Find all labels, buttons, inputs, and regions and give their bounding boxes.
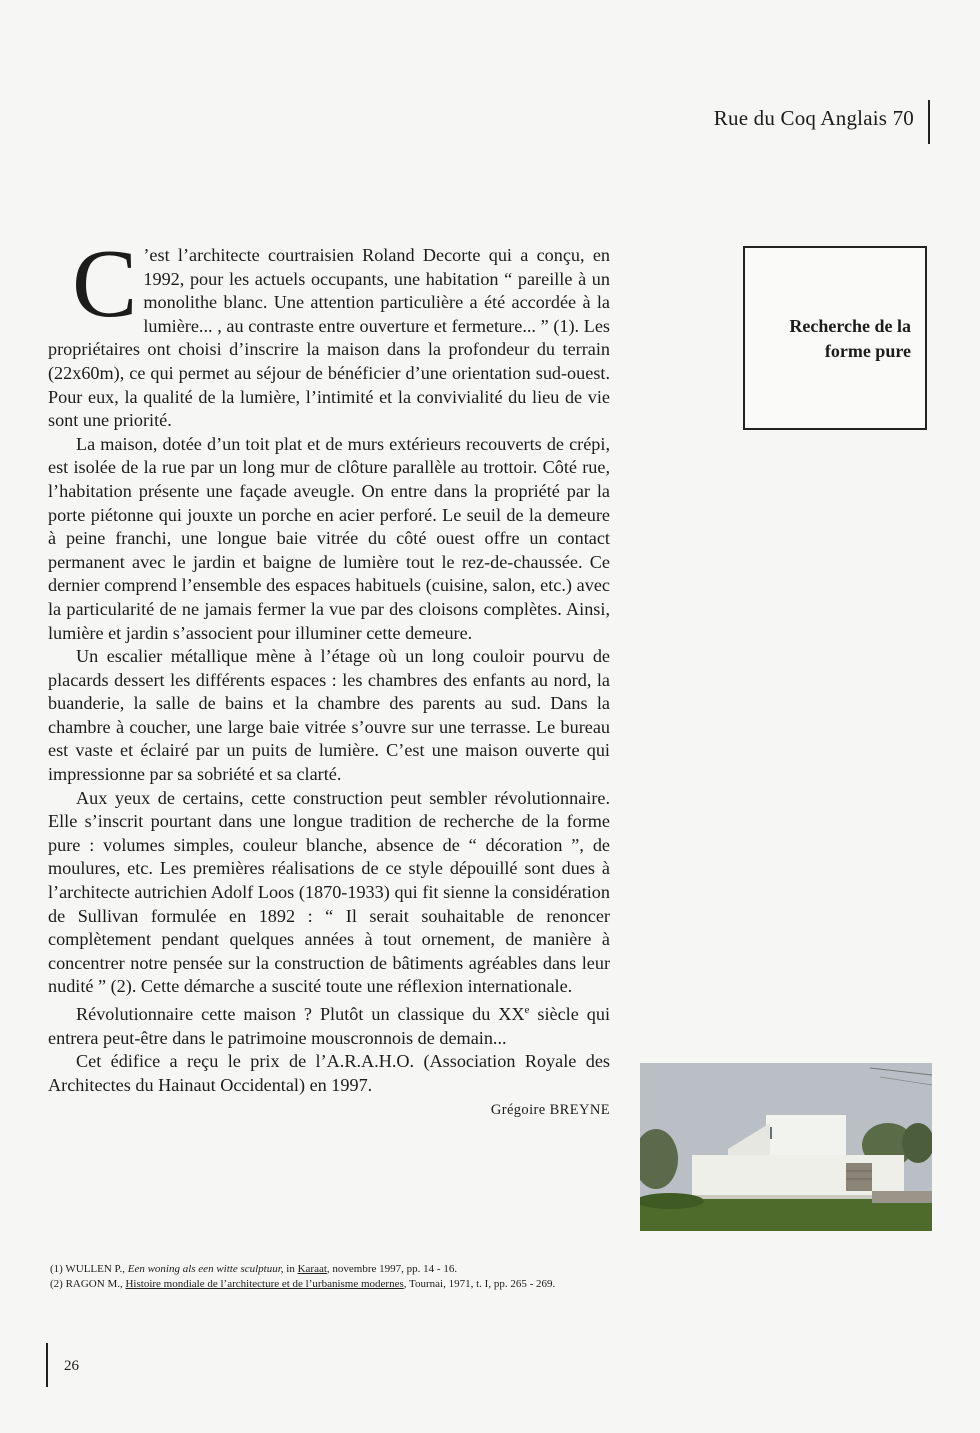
article-paragraph: Révolutionnaire cette maison ? Plutôt un classique du XXe siècle qui entrera peut-être dans le patrimoine mouscronnois de demain...	[48, 1004, 610, 1048]
article-body	[48, 230, 610, 1123]
article-paragraph: Cet édifice a reçu le prix de l’A.R.A.H.O. (Association Royale des Architectes du Hainaut Occidental) en 1997.	[48, 1051, 610, 1095]
driveway	[872, 1191, 932, 1203]
page-number-rule	[46, 1343, 48, 1387]
house-photo	[640, 1063, 932, 1231]
article-paragraph: C ’est l’architecte courtraisien Roland Decorte qui a conçu, en 1992, pour les actuels occupants, une habitation “ pareille à un monolithe blanc. Une attention particulière a été accordée à la lumière... , au contraste entre ouverture et fermeture... ” (1). Les propriétaires ont choisi d’inscrire la maison dans la profondeur du terrain (22x60m), ce qui permet au séjour de bénéficier d’une orientation sud-ouest. Pour eux, la qualité de la lumière, l’intimité et la convivialité du lieu de vie sont une priorité.	[48, 230, 610, 431]
article-paragraph: Un escalier métallique mène à l’étage où un long couloir pourvu de placards dessert les différents espaces : les chambres des enfants au nord, la buanderie, la salle de bains et la chambre des parents au sud. Dans la chambre à coucher, une large baie vitrée s’ouvre sur une terrasse. Le bureau est vaste et éclairé par un puits de lumière. C’est une maison ouverte qui impressionne par sa sobriété et sa clarté.	[48, 646, 610, 785]
footnote-1: (1) WULLEN P., Een woning als een witte sculptuur, in Karaat, novembre 1997, pp. 14 - 16.	[50, 1263, 458, 1275]
article-paragraph: La maison, dotée d’un toit plat et de murs extérieurs recouverts de crépi, est isolée de la rue par un long mur de clôture parallèle au trottoir. Côté rue, l’habitation présente une façade aveugle. On entre dans la propriété par la porte piétonne qui jouxte un porche en acier perforé. Le seuil de la demeure à peine franchi, une longue baie vitrée du côté ouest offre un contact permanent avec le jardin et baigne de lumière tout le rez-de-chaussée. Ce dernier comprend l’ensemble des espaces habituels (cuisine, salon, etc.) avec la particularité de ne jamais fermer la vue par des cloisons complètes. Ainsi, lumière et jardin s’associent pour illuminer cette demeure.	[48, 433, 610, 643]
header-rule	[928, 100, 930, 144]
author-signature: Grégoire BREYNE	[490, 1102, 610, 1119]
footnotes	[50, 1262, 610, 1292]
page-number: 26	[64, 1358, 79, 1374]
drop-cap: C	[72, 230, 138, 338]
article-paragraph: Aux yeux de certains, cette construction peut sembler révolutionnaire. Elle s’inscrit pourtant dans une longue tradition de recherche de la forme pure : volumes simples, couleur blanche, absence de “ décoration ”, de moulures, etc. Les premières réalisations de ce style dépouillé sont dues à l’architecte autrichien Adolf Loos (1870-1933) qui fit sienne la considération de Sullivan formulée en 1892 : “ Il serait souhaitable de renoncer complètement pendant quelques années à tout ornement, de manière à concentrer notre pensée sur la construction de bâtiments agréables dans leur nudité ” (2). Cette démarche a suscité toute une réflexion internationale.	[48, 787, 610, 997]
footnote-2: (2) RAGON M., Histoire mondiale de l’architecture et de l’urbanisme modernes, Tournai, 1971, t. I, pp. 265 - 269.	[50, 1278, 556, 1290]
running-header: Rue du Coq Anglais 70	[713, 106, 914, 130]
pull-quote-text: Recherche de la forme pure	[789, 316, 911, 361]
pull-quote-box	[743, 246, 927, 430]
house-upper-volume	[766, 1115, 846, 1161]
garage-door	[846, 1163, 872, 1191]
